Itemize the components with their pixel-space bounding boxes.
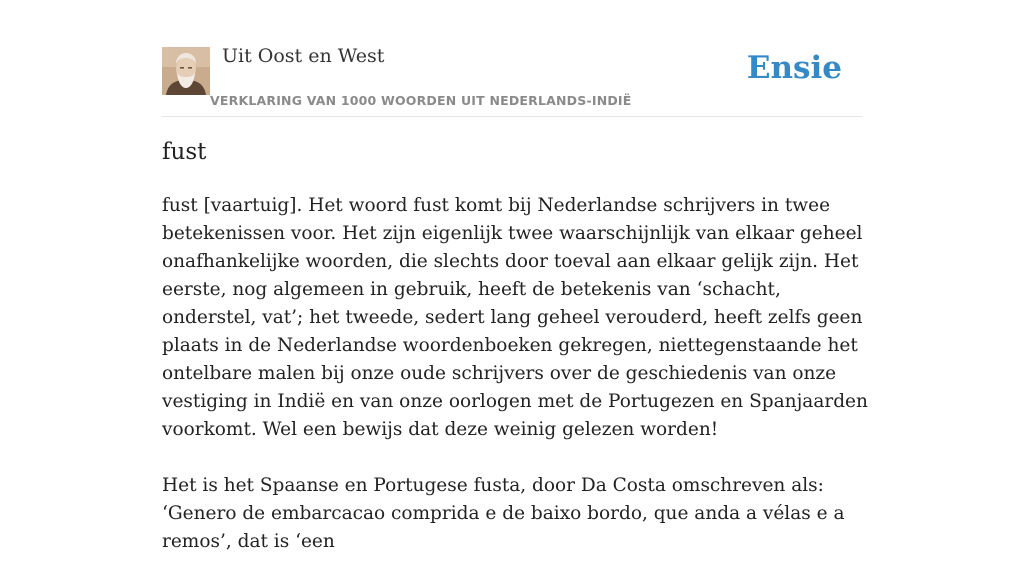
ensie-logo[interactable]: Ensie xyxy=(746,50,842,86)
entry-paragraph-1: fust [vaartuig]. Het woord fust komt bij Nederlandse schrijvers in twee betekenissen voor. Het zijn eigenlijk twee waarschijnlijk van elkaar geheel onafhankelijke woorden, die slechts door toeval aan elkaar gelijk zijn. Het eerste, nog algemeen in gebruik, heeft de betekenis van ‘schacht, onderstel, vat’; het tweede, sedert lang geheel verouderd, heeft zelfs geen plaats in de Nederlandse woordenboeken gekregen, niettegenstaande het ontelbare malen bij onze oude schrijvers over de geschiedenis van onze vestiging in Indië en van onze oorlogen met de Portugezen en Spanjaarden voorkomt. Wel een bewijs dat deze weinig gelezen worden! xyxy=(162,195,868,440)
entry-paragraph-2: Het is het Spaanse en Portugese fusta, door Da Costa omschreven als: ‘Genero de embarcacao comprida e de baixo bordo, que anda a vélas e a remos’, dat is ‘een xyxy=(162,475,845,552)
portrait-avatar-image xyxy=(162,47,210,95)
entry-content xyxy=(162,192,868,584)
portrait-avatar-icon[interactable] xyxy=(162,47,210,95)
site-header xyxy=(162,0,862,117)
source-subtitle: VERKLARING VAN 1000 WOORDEN UIT NEDERLANDS-INDIË xyxy=(210,93,632,108)
entry-title: fust xyxy=(162,139,207,165)
source-title[interactable]: Uit Oost en West xyxy=(222,45,385,67)
